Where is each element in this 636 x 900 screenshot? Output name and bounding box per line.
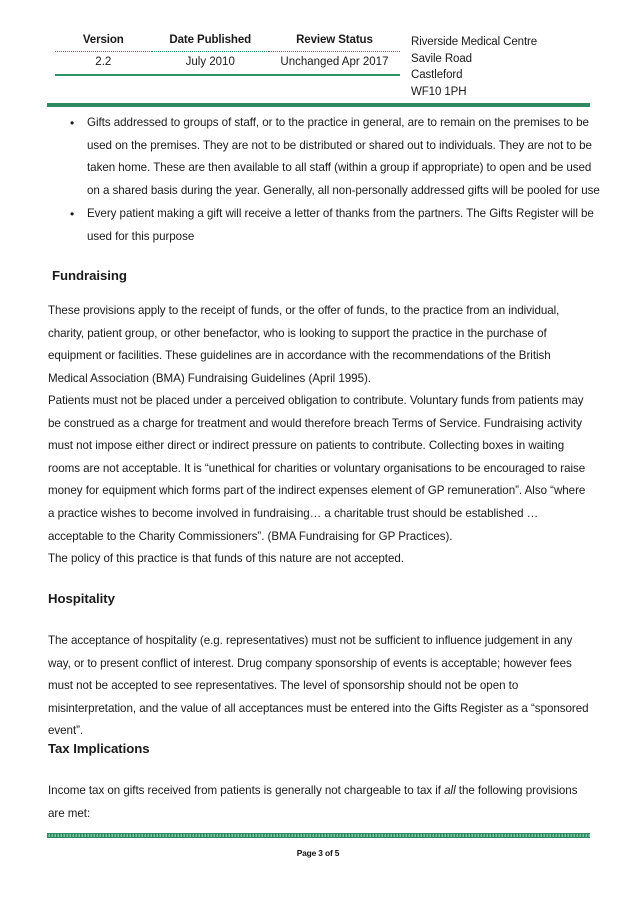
footer-divider-rule [47, 833, 590, 838]
tax-paragraph-text-before: Income tax on gifts received from patients is generally not chargeable to tax if [48, 784, 445, 797]
tax-paragraph-emphasis: all [444, 784, 456, 797]
table-row [55, 52, 400, 75]
header-divider-rule [47, 103, 590, 107]
page-number-label: Page 3 of 5 [296, 848, 340, 858]
fundraising-paragraph-3: The policy of this practice is that funds of this nature are not accepted. [48, 552, 404, 565]
address-line-4: WF10 1PH [411, 85, 467, 98]
list-item-text: Gifts addressed to groups of staff, or to the practice in general, are to remain on the premises to be used on the premises. They are not to be distributed or shared out to individuals. They are not to be taken home. These are then available to all staff (within a group if appropriate) to open and be used on a shared basis during the year. Generally, all non-personally addressed gifts will be pooled for use [87, 116, 600, 197]
version-table [55, 30, 400, 76]
column-header-version: Version [82, 34, 124, 46]
column-header-date-published: Date Published [169, 34, 252, 46]
list-item [0, 203, 636, 248]
list-item [0, 112, 636, 202]
address-line-1: Riverside Medical Centre [411, 36, 538, 48]
tax-paragraph-text-after: the following provisions are met: [48, 784, 578, 820]
gifts-bullet-list [0, 112, 636, 248]
tax-paragraph-1 [48, 780, 590, 825]
document-header [0, 30, 636, 102]
section-heading-fundraising: Fundraising [52, 268, 127, 283]
cell-version: 2.2 [95, 56, 112, 69]
practice-address [411, 34, 537, 100]
bullet-point-icon: • [70, 116, 75, 130]
fundraising-paragraph-1: These provisions apply to the receipt of funds, or the offer of funds, to the practice from an individual, charity, patient group, or other benefactor, who is looking to support the practice in the purchase of equipment or facilities. These guidelines are in accordance with the recommendations of the British Medical Association (BMA) Fundraising Guidelines (April 1995). [48, 304, 560, 385]
version-table-header-row [55, 30, 400, 52]
section-heading-tax-implications: Tax Implications [48, 741, 150, 756]
hospitality-paragraph-1: The acceptance of hospitality (e.g. representatives) must not be sufficient to influence judgement in any way, or to present conflict of interest. Drug company sponsorship of events is acceptable; however fees must not be accepted to see representatives. The level of sponsorship should not be open to misinterpretation, and the value of all acceptances must be entered into the Gifts Register as a “sponsored event”. [48, 634, 589, 738]
cell-review-status: Unchanged Apr 2017 [280, 56, 389, 69]
bullet-point-icon: • [70, 207, 75, 221]
page-footer [0, 848, 636, 858]
column-header-review-status: Review Status [296, 34, 373, 46]
section-heading-hospitality: Hospitality [48, 591, 115, 606]
cell-date-published: July 2010 [185, 56, 235, 69]
fundraising-paragraph-2: Patients must not be placed under a perceived obligation to contribute. Voluntary funds from patients may be construed as a charge for treatment and would therefore breach Terms of Service. Fundraising activity must not impose either direct or indirect pressure on patients to contribute. Collecting boxes in waiting rooms are not acceptable. It is “unethical for charities or voluntary organisations to be encouraged to raise money for equipment which forms part of the indirect expenses element of GP remuneration”. Also “where a practice wishes to become involved in fundraising… a charitable trust should be established … acceptable to the Charity Commissioners”. (BMA Fundraising for GP Practices). [48, 394, 586, 543]
document-body [0, 112, 636, 820]
address-line-2: Savile Road [411, 52, 472, 65]
list-item-text: Every patient making a gift will receive a letter of thanks from the partners. The Gifts Register will be used for this purpose [87, 207, 594, 243]
address-line-3: Castleford [411, 69, 463, 81]
